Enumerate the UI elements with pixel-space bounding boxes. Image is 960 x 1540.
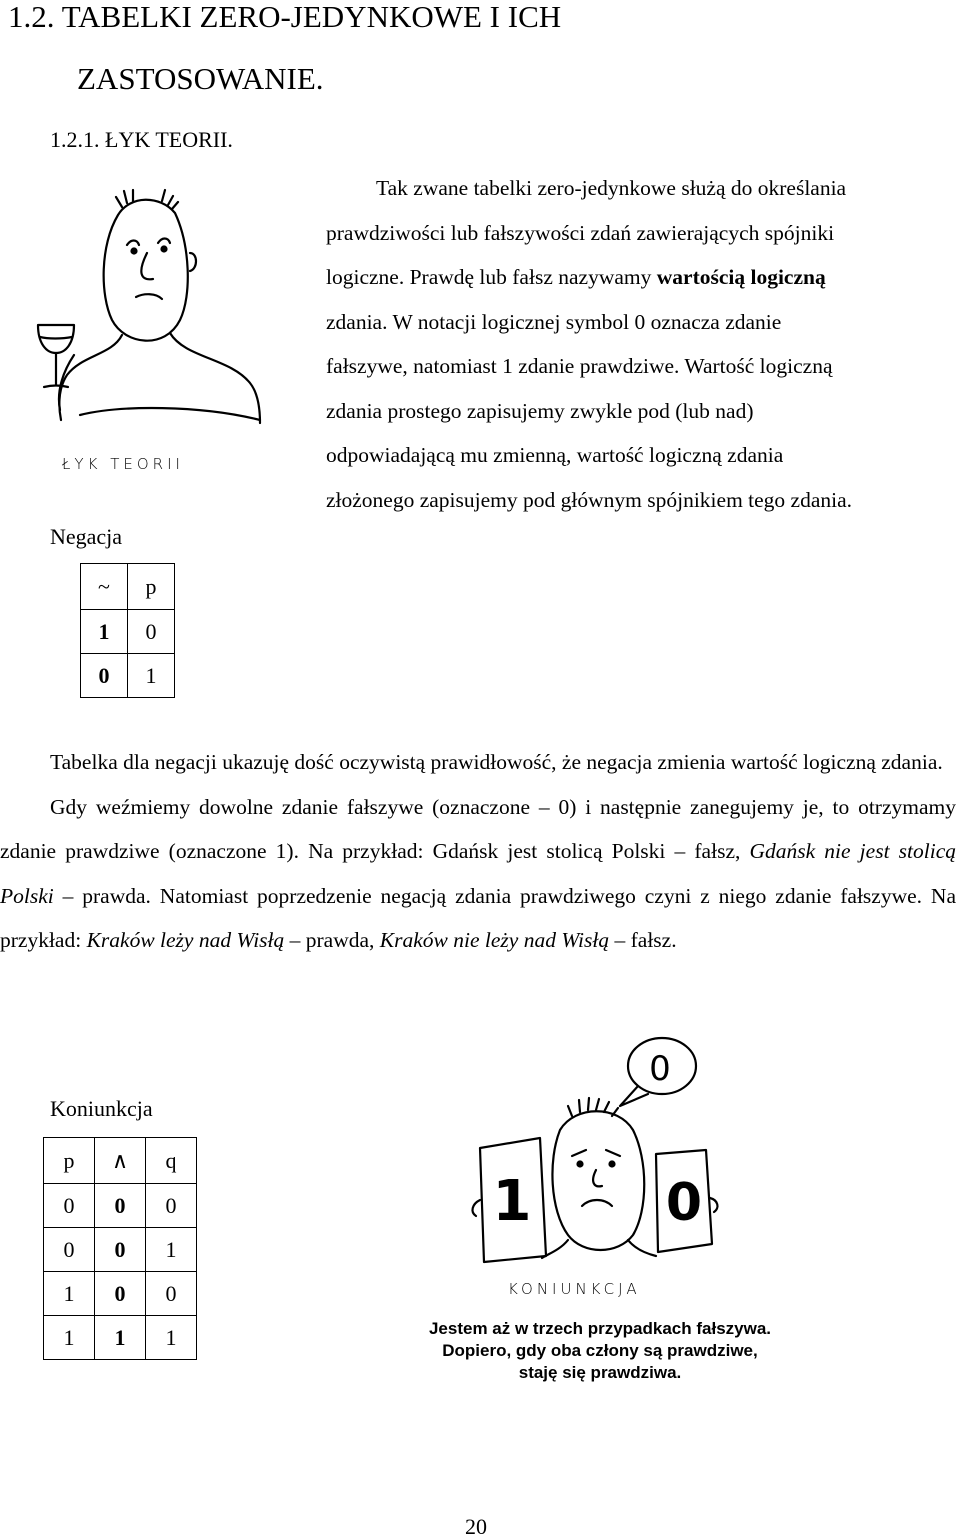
negation-cell: 0	[128, 610, 175, 654]
conjunction-cell: 0	[95, 1228, 146, 1272]
intro-line: odpowiadającą mu zmienną, wartość logiczną zdania	[326, 443, 784, 467]
negation-paragraph-2	[0, 785, 956, 963]
page-number: 20	[465, 1514, 487, 1539]
conjunction-header-cell: q	[146, 1138, 197, 1184]
text-run: – prawda. Natomiast poprzedzenie negacją zdania prawdziwego czyni z niego zdanie fałszywe. Na przykład:	[0, 883, 956, 952]
koniunkcja-character-illustration	[460, 1030, 720, 1280]
conjunction-cell: 0	[95, 1184, 146, 1228]
text-run: Gdy weźmiemy dowolne zdanie fałszywe (oznaczone – 0) i następnie zanegujemy je, to otrzymamy zdanie prawdziwe (oznaczone 1). Na przykład: Gdańsk jest stolicą Polski – fałsz,	[0, 794, 956, 863]
conjunction-title: Koniunkcja	[50, 1096, 153, 1121]
card-right-text: 0	[665, 1173, 703, 1233]
intro-line: logiczne. Prawdę lub fałsz nazywamy	[326, 265, 657, 289]
intro-line: zdania prostego zapisujemy zwykle pod (lub nad)	[326, 398, 754, 423]
conjunction-truth-table	[43, 1137, 197, 1360]
speech-bubble-text: 0	[649, 1049, 671, 1089]
negation-cell: 1	[128, 654, 175, 698]
conjunction-header-cell: ∧	[95, 1138, 146, 1184]
intro-line: fałszywe, natomiast 1 zdanie prawdziwe. Wartość logiczną	[326, 354, 833, 378]
negation-header-cell: p	[128, 564, 175, 610]
conjunction-cell: 0	[146, 1272, 197, 1316]
conjunction-cell: 0	[146, 1184, 197, 1228]
card-left-text: 1	[492, 1169, 532, 1234]
intro-line: złożonego zapisujemy pod głównym spójnikiem tego zdania.	[326, 487, 853, 512]
example-sentence: Gdańsk nie jest stolicą Polski	[0, 839, 956, 908]
negation-cell: 1	[81, 610, 128, 654]
conjunction-cell: 1	[44, 1316, 95, 1360]
section-title-line2: ZASTOSOWANIE.	[77, 61, 324, 96]
koniunkcja-caption	[410, 1318, 790, 1384]
conjunction-cell: 1	[146, 1316, 197, 1360]
intro-line: prawdziwości lub fałszywości zdań zawierających spójniki	[326, 220, 835, 245]
conjunction-cell: 1	[146, 1228, 197, 1272]
negation-cell: 0	[81, 654, 128, 698]
conjunction-cell: 1	[95, 1316, 146, 1360]
example-sentence: Kraków nie leży nad Wisłą	[379, 928, 610, 952]
logical-value-term: wartością logiczną	[656, 265, 826, 289]
caption-line: staję się prawdziwa.	[518, 1363, 682, 1382]
intro-line: Tak zwane tabelki zero-jedynkowe służą do określania	[376, 176, 847, 200]
conjunction-cell: 0	[44, 1228, 95, 1272]
conjunction-cell: 1	[44, 1272, 95, 1316]
conjunction-cell: 0	[44, 1184, 95, 1228]
negation-paragraph-1: Tabelka dla negacji ukazuję dość oczywistą prawidłowość, że negacja zmienia wartość logiczną zdania.	[50, 750, 943, 774]
intro-paragraph	[326, 166, 954, 522]
subsection-title: 1.2.1. ŁYK TEORII.	[50, 127, 233, 152]
negation-explanation	[0, 740, 956, 963]
negation-title: Negacja	[50, 524, 123, 549]
intro-line: zdania. W notacji logicznej symbol 0 oznacza zdanie	[326, 309, 782, 334]
section-title-line1: 1.2. TABELKI ZERO-JEDYNKOWE I ICH	[8, 0, 562, 34]
text-run: – prawda,	[284, 928, 380, 952]
lyk-teorii-handwritten-label: ŁYK TEORII	[62, 455, 184, 473]
negation-truth-table	[80, 563, 175, 698]
man-with-wine-glass-illustration	[30, 185, 300, 485]
example-sentence: Kraków leży nad Wisłą	[86, 928, 285, 952]
conjunction-header-cell: p	[44, 1138, 95, 1184]
caption-line: Dopiero, gdy oba człony są prawdziwe,	[442, 1341, 758, 1360]
caption-line: Jestem aż w trzech przypadkach fałszywa.	[428, 1319, 772, 1338]
negation-header-cell: ~	[81, 564, 128, 610]
conjunction-cell: 0	[95, 1272, 146, 1316]
koniunkcja-handwritten-label: KONIUNKCJA	[508, 1280, 641, 1298]
text-run: – fałsz.	[609, 928, 677, 952]
